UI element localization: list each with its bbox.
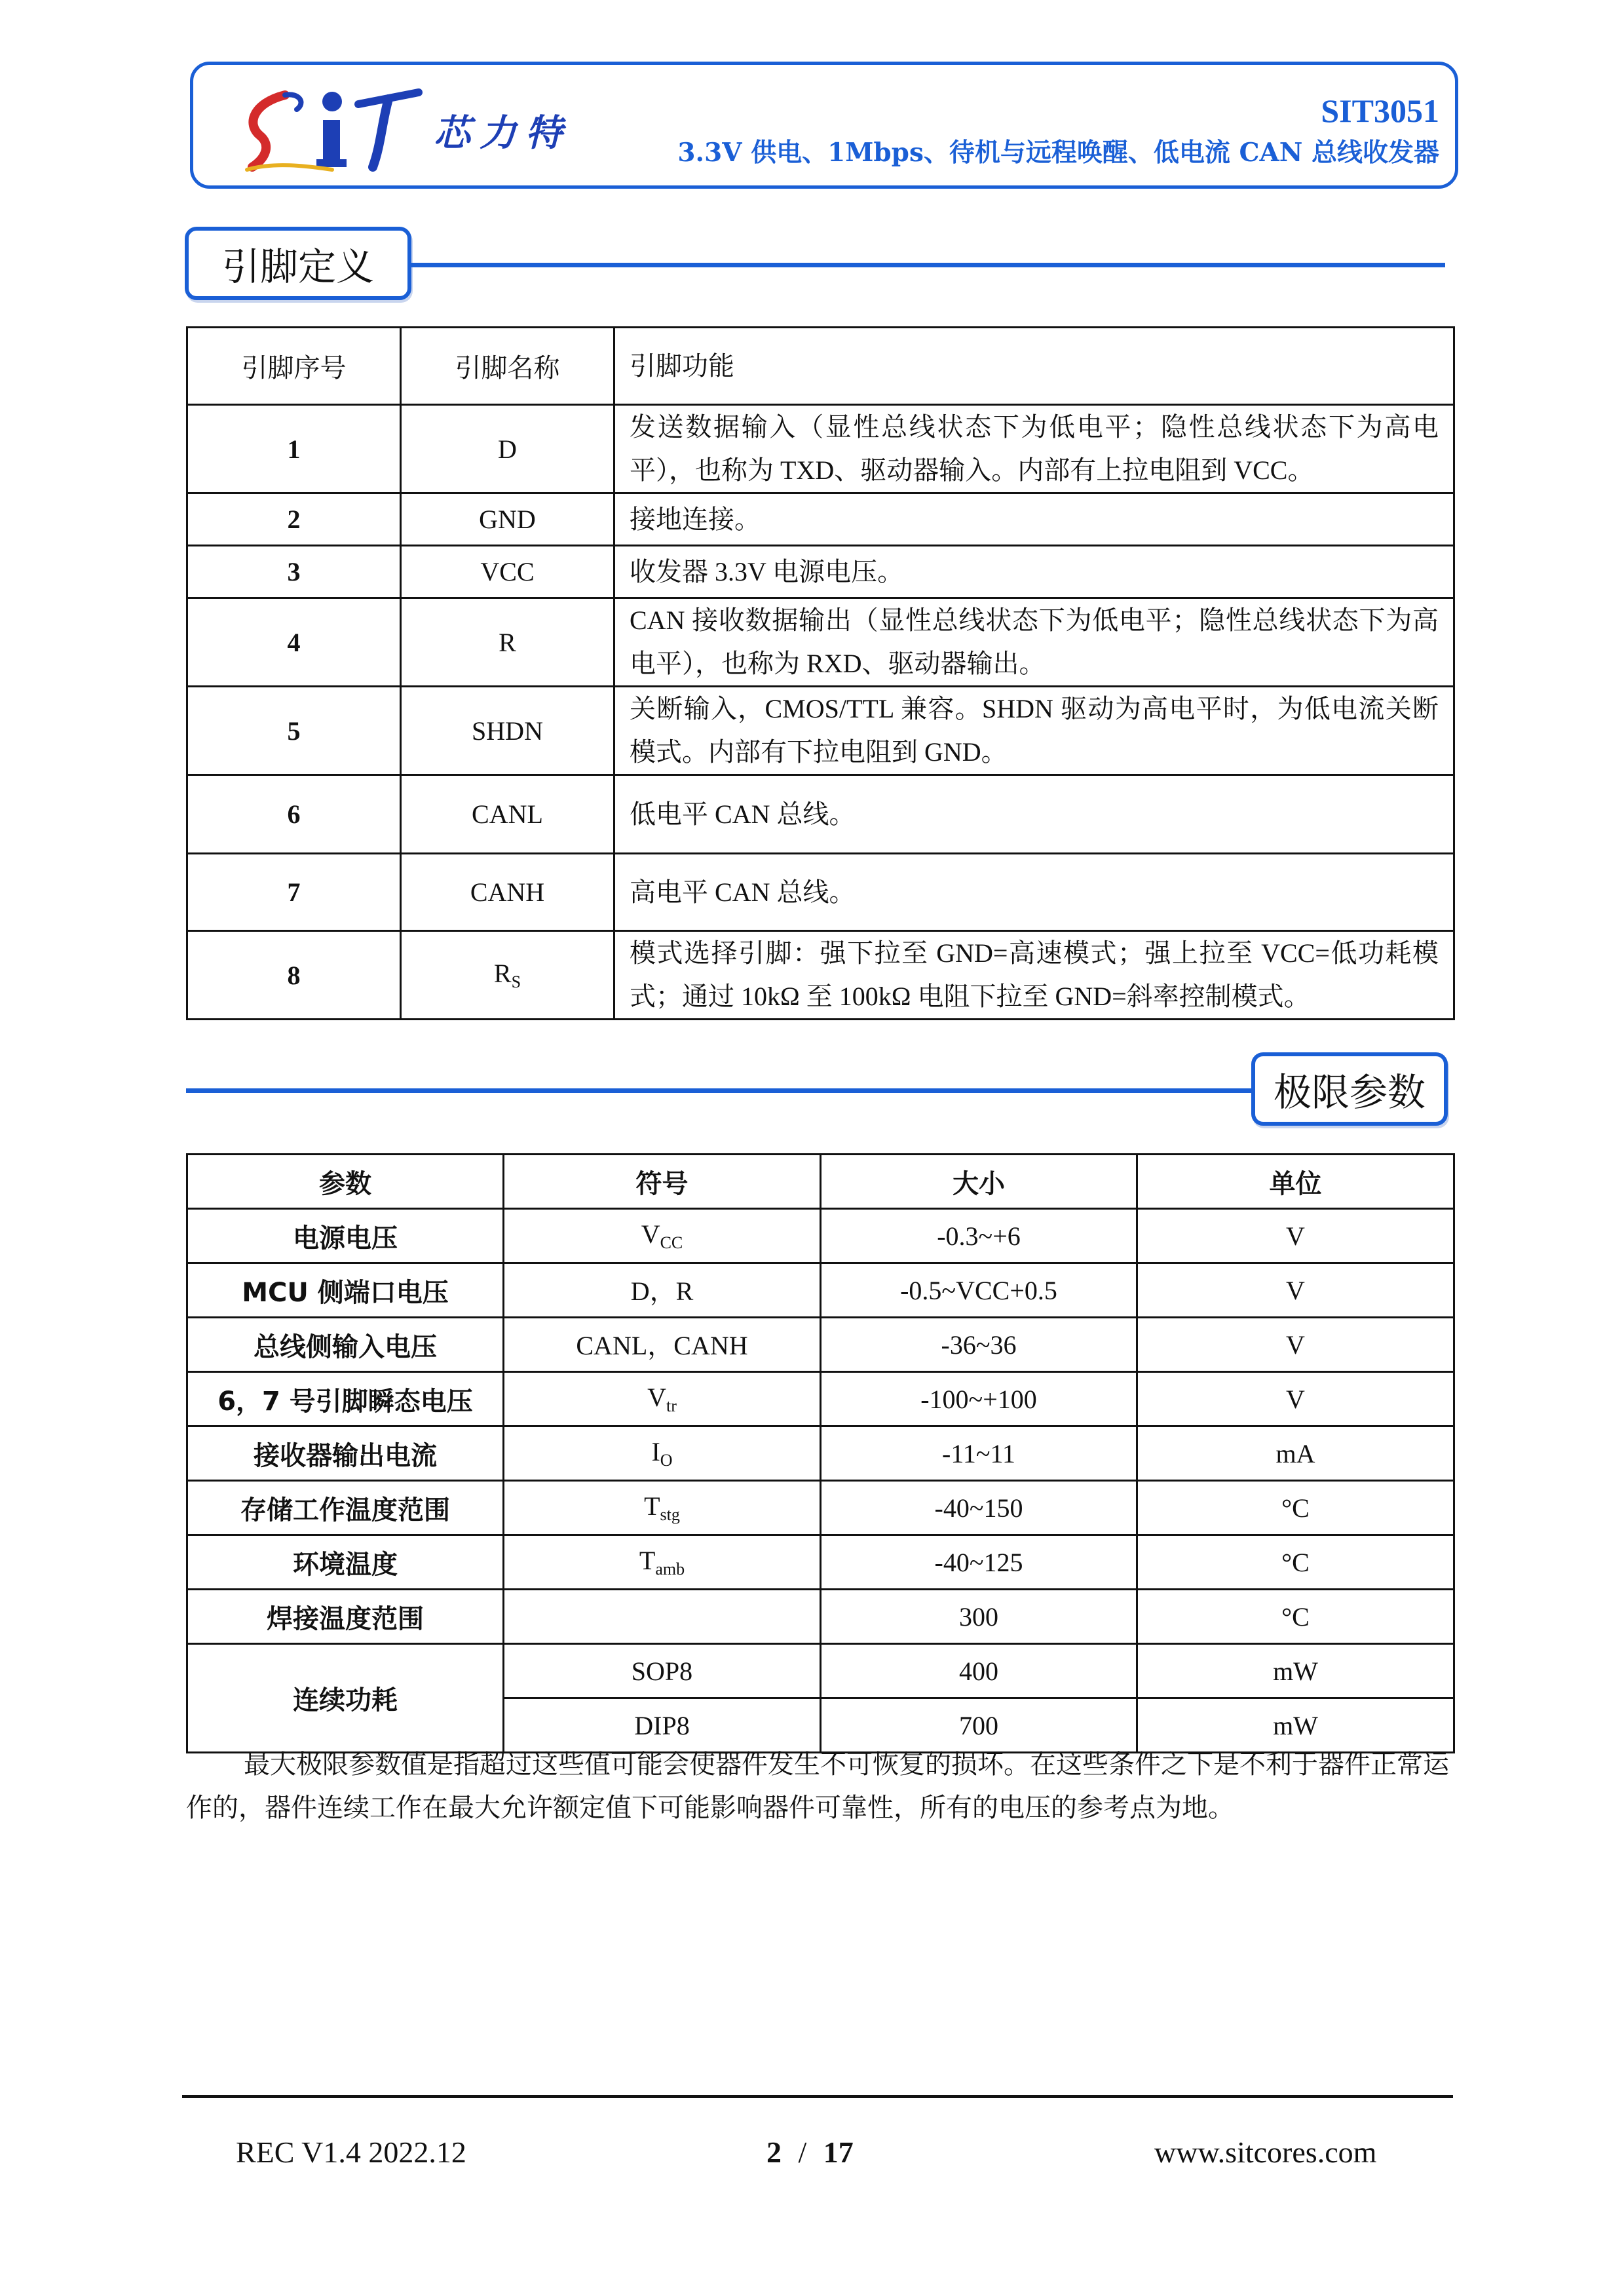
pin-function: 模式选择引脚：强下拉至 GND=高速模式；强上拉至 VCC=低功耗模式；通过 10kΩ 至 100kΩ 电阻下拉至 GND=斜率控制模式。 bbox=[614, 931, 1454, 1020]
param-unit: °C bbox=[1137, 1535, 1454, 1590]
pin-number: 7 bbox=[187, 854, 401, 931]
pin-name: CANH bbox=[401, 854, 614, 931]
ratings-note: 最大极限参数值是指超过这些值可能会使器件发生不可恢复的损坏。在这些条件之下是不利于器件正常运作的，器件连续工作在最大允许额定值下可能影响器件可靠性，所有的电压的参考点为地。 bbox=[186, 1750, 1449, 1823]
param-value: -40~125 bbox=[821, 1535, 1137, 1590]
pin-number: 3 bbox=[187, 546, 401, 598]
table-row bbox=[187, 405, 1454, 493]
page-separator: / bbox=[798, 2135, 807, 2169]
table-row bbox=[187, 687, 1454, 775]
table-row bbox=[187, 931, 1454, 1020]
param-name: 连续功耗 bbox=[187, 1644, 504, 1753]
param-name: 接收器输出电流 bbox=[187, 1426, 504, 1481]
table-row bbox=[187, 1372, 1454, 1426]
param-name: 电源电压 bbox=[187, 1209, 504, 1263]
website-link[interactable]: www.sitcores.com bbox=[1154, 2135, 1377, 2169]
param-unit: V bbox=[1137, 1372, 1454, 1426]
param-symbol bbox=[504, 1590, 821, 1644]
pin-name: CANL bbox=[401, 775, 614, 854]
pin-function: CAN 接收数据输出（显性总线状态下为低电平；隐性总线状态下为高电平），也称为 RXD、驱动器输出。 bbox=[614, 598, 1454, 687]
param-value: -0.5~VCC+0.5 bbox=[821, 1263, 1137, 1318]
param-name: 焊接温度范围 bbox=[187, 1590, 504, 1644]
page-number bbox=[766, 2135, 854, 2170]
table-row bbox=[187, 1535, 1454, 1590]
param-name: 总线侧输入电压 bbox=[187, 1318, 504, 1372]
param-symbol: $T_{stg}$ bbox=[504, 1481, 821, 1535]
section-title-pin-definition: 引脚定义 bbox=[185, 227, 411, 300]
param-value: -0.3~+6 bbox=[821, 1209, 1137, 1263]
page-header bbox=[190, 62, 1458, 189]
pin-name bbox=[401, 931, 614, 1020]
pin-function: 发送数据输入（显性总线状态下为低电平；隐性总线状态下为高电平），也称为 TXD、驱动器输入。内部有上拉电阻到 VCC。 bbox=[614, 405, 1454, 493]
table-row bbox=[187, 546, 1454, 598]
pin-name-main: R bbox=[493, 959, 512, 988]
table-row bbox=[187, 598, 1454, 687]
pin-number: 4 bbox=[187, 598, 401, 687]
param-symbol: D，R bbox=[504, 1263, 821, 1318]
pin-name-subscript: S bbox=[511, 972, 521, 991]
pin-name: R bbox=[401, 598, 614, 687]
param-unit: V bbox=[1137, 1209, 1454, 1263]
pin-name: VCC bbox=[401, 546, 614, 598]
sit-logo-icon bbox=[234, 83, 424, 175]
pin-name: SHDN bbox=[401, 687, 614, 775]
table-row bbox=[187, 1426, 1454, 1481]
param-unit: mW bbox=[1137, 1644, 1454, 1698]
param-symbol: $T_{amb}$ bbox=[504, 1535, 821, 1590]
param-name: 6，7 号引脚瞬态电压 bbox=[187, 1372, 504, 1426]
table-row bbox=[187, 1644, 1454, 1698]
col-header-pin-number: 引脚序号 bbox=[187, 328, 401, 405]
table-row bbox=[187, 1318, 1454, 1372]
pin-number: 8 bbox=[187, 931, 401, 1020]
pin-name: D bbox=[401, 405, 614, 493]
page-total: 17 bbox=[823, 2135, 854, 2169]
table-row bbox=[187, 493, 1454, 546]
param-value: 400 bbox=[821, 1644, 1137, 1698]
param-value: -40~150 bbox=[821, 1481, 1137, 1535]
pin-name: GND bbox=[401, 493, 614, 546]
page-current: 2 bbox=[766, 2135, 782, 2169]
param-symbol: SOP8 bbox=[504, 1644, 821, 1698]
col-header-pin-function: 引脚功能 bbox=[614, 328, 1454, 405]
table-row bbox=[187, 775, 1454, 854]
col-header-value: 大小 bbox=[821, 1155, 1137, 1209]
section-title-absolute-max-ratings: 极限参数 bbox=[1251, 1052, 1448, 1126]
param-symbol: $I_O$ bbox=[504, 1426, 821, 1481]
company-logo bbox=[234, 83, 640, 175]
pin-number: 2 bbox=[187, 493, 401, 546]
param-name: 存储工作温度范围 bbox=[187, 1481, 504, 1535]
pin-function: 低电平 CAN 总线。 bbox=[614, 775, 1454, 854]
product-subtitle: 3.3V 供电、1Mbps、待机与远程唤醒、低电流 CAN 总线收发器 bbox=[677, 138, 1439, 168]
table-header-row bbox=[187, 1155, 1454, 1209]
param-unit: °C bbox=[1137, 1481, 1454, 1535]
param-unit: V bbox=[1137, 1318, 1454, 1372]
param-symbol: $V_{CC}$ bbox=[504, 1209, 821, 1263]
param-value: 700 bbox=[821, 1698, 1137, 1753]
table-row bbox=[187, 1209, 1454, 1263]
table-header-row bbox=[187, 328, 1454, 405]
param-symbol: DIP8 bbox=[504, 1698, 821, 1753]
pin-function: 高电平 CAN 总线。 bbox=[614, 854, 1454, 931]
section-rule bbox=[411, 263, 1445, 267]
col-header-pin-name: 引脚名称 bbox=[401, 328, 614, 405]
param-unit: V bbox=[1137, 1263, 1454, 1318]
logo-text: 芯力特 bbox=[434, 112, 571, 155]
param-unit: °C bbox=[1137, 1590, 1454, 1644]
param-value: -11~11 bbox=[821, 1426, 1137, 1481]
pin-number: 6 bbox=[187, 775, 401, 854]
param-value: 300 bbox=[821, 1590, 1137, 1644]
param-name: 环境温度 bbox=[187, 1535, 504, 1590]
param-value: -100~+100 bbox=[821, 1372, 1137, 1426]
doc-version: REC V1.4 2022.12 bbox=[236, 2135, 466, 2169]
param-symbol: CANL，CANH bbox=[504, 1318, 821, 1372]
param-value: -36~36 bbox=[821, 1318, 1137, 1372]
pin-number: 1 bbox=[187, 405, 401, 493]
section-rule bbox=[186, 1088, 1254, 1093]
pin-function: 收发器 3.3V 电源电压。 bbox=[614, 546, 1454, 598]
pin-function: 关断输入，CMOS/TTL 兼容。SHDN 驱动为高电平时，为低电流关断模式。内部有下拉电阻到 GND。 bbox=[614, 687, 1454, 775]
param-name: MCU 侧端口电压 bbox=[187, 1263, 504, 1318]
param-symbol: $V_{tr}$ bbox=[504, 1372, 821, 1426]
param-unit: mW bbox=[1137, 1698, 1454, 1753]
footer-rule bbox=[182, 2095, 1453, 2098]
param-unit: mA bbox=[1137, 1426, 1454, 1481]
table-row bbox=[187, 1263, 1454, 1318]
col-header-parameter: 参数 bbox=[187, 1155, 504, 1209]
product-model: SIT3051 bbox=[1321, 92, 1439, 129]
pin-function: 接地连接。 bbox=[614, 493, 1454, 546]
absolute-max-ratings-table bbox=[186, 1153, 1455, 1753]
table-row bbox=[187, 1590, 1454, 1644]
pin-definition-table bbox=[186, 326, 1455, 1020]
pin-number: 5 bbox=[187, 687, 401, 775]
col-header-unit: 单位 bbox=[1137, 1155, 1454, 1209]
col-header-symbol: 符号 bbox=[504, 1155, 821, 1209]
table-row bbox=[187, 854, 1454, 931]
table-row bbox=[187, 1481, 1454, 1535]
